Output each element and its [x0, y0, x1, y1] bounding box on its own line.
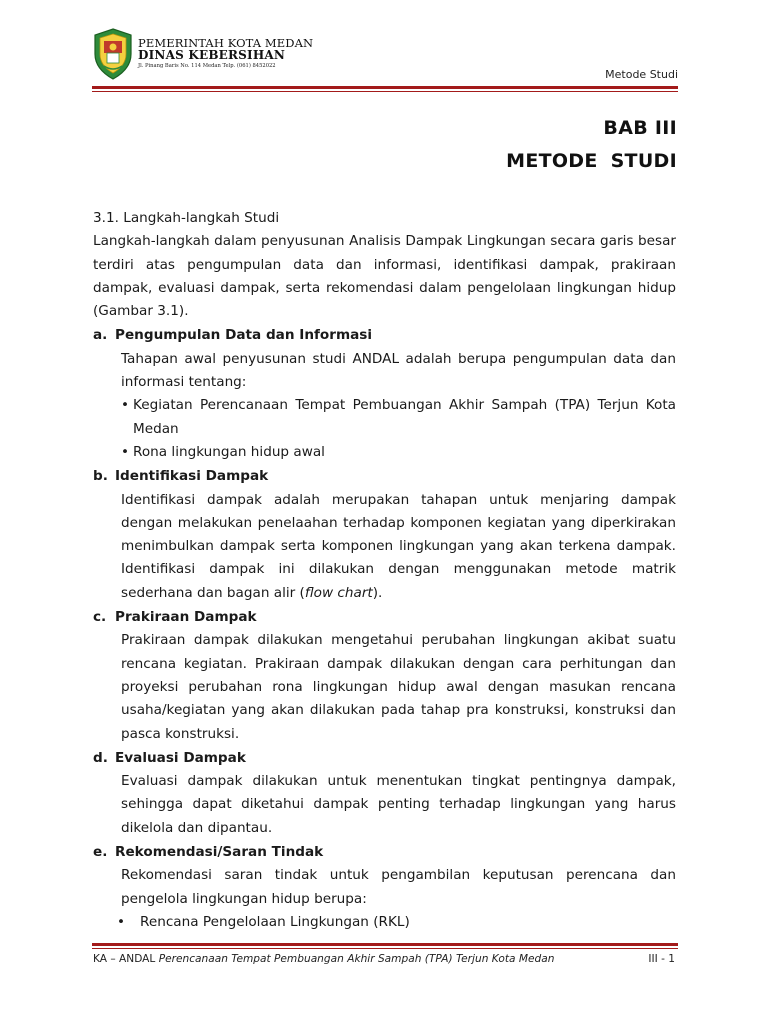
item-label: a. — [93, 327, 108, 344]
footer-title-italic: Perencanaan Tempat Pembuangan Akhir Sampah (TPA) Terjun Kota Medan — [158, 953, 555, 965]
footer-rule-thin — [92, 948, 678, 949]
page-number: III - 1 — [648, 953, 675, 965]
item-title: Identifikasi Dampak — [115, 468, 269, 485]
list-item: • Rona lingkungan hidup awal — [93, 441, 676, 464]
item-text-part: ). — [372, 584, 383, 601]
chapter-number: BAB III — [603, 117, 677, 139]
item-title: Rekomendasi/Saran Tindak — [115, 844, 324, 861]
item-label: c. — [93, 609, 107, 626]
item-text-d: Evaluasi dampak dilakukan untuk menentukan tingkat pentingnya dampak, sehingga dapat diketahui dampak penting terhadap lingkungan yang harus dikelola dan dipantau. — [121, 773, 676, 836]
footer-rule-thick — [92, 943, 678, 946]
item-bullets-a — [93, 394, 676, 464]
list-item: • Rencana Pengelolaan Lingkungan (RKL) — [93, 911, 676, 934]
medan-city-emblem-icon — [92, 28, 134, 80]
item-text-b — [93, 489, 676, 605]
item-text-italic: flow chart — [304, 584, 373, 601]
header-rule-thick — [92, 86, 678, 89]
item-bullets-e — [93, 911, 676, 934]
item-heading-c — [93, 606, 676, 629]
item-heading-e — [93, 841, 676, 864]
item-text-part: Identifikasi dampak adalah merupakan tahapan untuk menjaring dampak dengan melakukan penelaahan terhadap komponen kegiatan yang diperkirakan menimbulkan dampak serta komponen lingkungan yang akan terkena dampak. Identifikasi dampak ini dilakukan dengan menggunakan metode matrik sederhana dan bagan alir ( — [121, 491, 676, 601]
item-label: e. — [93, 844, 108, 861]
item-label: b. — [93, 468, 108, 485]
footer-prefix: KA – ANDAL — [93, 953, 159, 965]
item-text-c: Prakiraan dampak dilakukan mengetahui perubahan lingkungan akibat suatu rencana kegiatan. Prakiraan dampak dilakukan dengan cara perhitungan dan proyeksi perubahan rona lingkungan hidup awal dengan masukan rencana usaha/kegiatan yang akan dilakukan pada tahap pra konstruksi, konstruksi dan pasca konstruksi. — [121, 632, 676, 742]
organization-block — [138, 37, 313, 69]
item-heading-a — [93, 324, 676, 347]
header-section-label: Metode Studi — [605, 68, 678, 81]
chapter-title: METODE STUDI — [506, 150, 677, 172]
item-title: Evaluasi Dampak — [115, 749, 246, 766]
item-label: d. — [93, 749, 108, 766]
org-address: Jl. Pinang Baris No. 114 Medan Telp. (061) 8452022 — [138, 62, 276, 69]
item-text-e: Rekomendasi saran tindak untuk pengambilan keputusan perencana dan pengelola lingkungan hidup berupa: — [121, 867, 676, 907]
org-name-line1: PEMERINTAH KOTA MEDAN — [138, 36, 314, 50]
page-header — [92, 28, 678, 92]
item-text-a: Tahapan awal penyusunan studi ANDAL adalah berupa pengumpulan data dan informasi tentang: — [121, 350, 676, 391]
section-intro: Langkah-langkah dalam penyusunan Analisis Dampak Lingkungan secara garis besar terdiri atas pengumpulan data dan informasi, identifikasi dampak, prakiraan dampak, evaluasi dampak, serta rekomendasi dalam pengelolaan lingkungan hidup (Gambar 3.1). — [93, 233, 676, 320]
item-title: Pengumpulan Data dan Informasi — [115, 327, 373, 344]
item-heading-b — [93, 465, 676, 488]
chapter-body — [93, 207, 676, 934]
list-item: • Kegiatan Perencanaan Tempat Pembuangan Akhir Sampah (TPA) Terjun Kota Medan — [93, 394, 676, 441]
footer-document-title — [93, 953, 554, 965]
section-heading: 3.1. Langkah-langkah Studi — [93, 210, 280, 226]
item-heading-d — [93, 747, 676, 770]
org-name-line2: DINAS KEBERSIHAN — [138, 48, 286, 63]
item-title: Prakiraan Dampak — [115, 609, 257, 626]
header-rule-thin — [92, 91, 678, 92]
